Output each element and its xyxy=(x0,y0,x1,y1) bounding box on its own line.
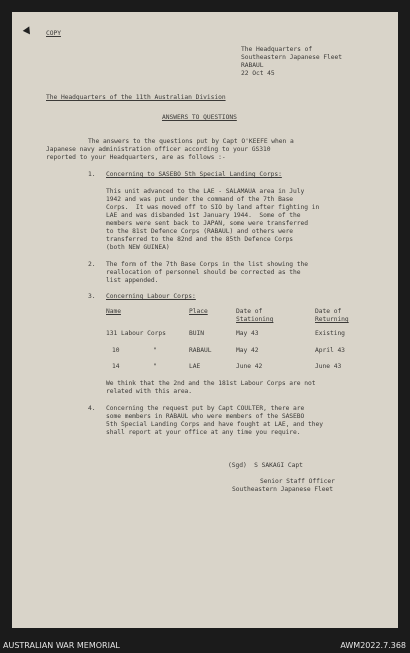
item-3-note: related with this area. xyxy=(106,388,193,395)
cell-name: 131 Labour Corps xyxy=(106,330,166,337)
intro-line: reported to your Headquarters, are as follows :- xyxy=(46,154,226,161)
item-1-line: to the 81st Defence Corps (RABAUL) and others were xyxy=(106,228,294,235)
item-2-number: 2. xyxy=(88,261,96,268)
cell-name: 14 xyxy=(112,363,120,370)
item-4-line: 5th Special Landing Corps and have fought at LAE, and they xyxy=(106,421,323,428)
item-3-heading: Concerning Labour Corps: xyxy=(106,293,196,300)
cell-stationing: June 42 xyxy=(236,363,263,370)
item-4-line: some members in RABAUL who were members of the SASEBO xyxy=(106,413,305,420)
item-1-heading: Concerning to SASEBO 5th Special Landing Corps: xyxy=(106,171,282,178)
intro-line: The answers to the questions put by Capt O'KEEFE when a xyxy=(88,138,294,145)
cell-returning: June 43 xyxy=(315,363,342,370)
cell-place: LAE xyxy=(189,363,201,370)
item-2-line: list appended. xyxy=(106,277,159,284)
cell-stationing: May 43 xyxy=(236,330,259,337)
signature-title: Senior Staff Officer xyxy=(260,478,335,485)
col-header-stationing: Stationing xyxy=(236,316,274,323)
copy-label: COPY xyxy=(46,30,61,37)
cell-ditto: " xyxy=(153,363,157,370)
cell-stationing: May 42 xyxy=(236,347,259,354)
footer-accession-number: AWM2022.7.368 xyxy=(340,641,406,650)
col-header-place: Place xyxy=(189,308,208,315)
cell-place: BUIN xyxy=(189,330,204,337)
item-1-line: members were sent back to JAPAN, some were transferred xyxy=(106,220,309,227)
col-header-name: Name xyxy=(106,308,121,315)
from-place: RABAUL xyxy=(241,62,264,69)
item-1-line: LAE and was disbanded 1st January 1944. Some of the xyxy=(106,212,301,219)
item-1-number: 1. xyxy=(88,171,96,178)
footer-source: AUSTRALIAN WAR MEMORIAL xyxy=(3,641,120,650)
item-1-line: This unit advanced to the LAE - SALAMAUA area in July xyxy=(106,188,305,195)
signature-line: (Sgd) S SAKAGI Capt xyxy=(228,462,303,469)
col-header-returning: Returning xyxy=(315,316,349,323)
cell-returning: Existing xyxy=(315,330,345,337)
item-3-note: We think that the 2nd and the 181st Labour Corps are not xyxy=(106,380,316,387)
cell-returning: April 43 xyxy=(315,347,345,354)
addressee: The Headquarters of the 11th Australian Division xyxy=(46,94,226,101)
item-1-line: transferred to the 82nd and the 85th Defence Corps xyxy=(106,236,294,243)
subject-heading: ANSWERS TO QUESTIONS xyxy=(162,114,237,121)
item-1-line: 1942 and was put under the command of the 7th Base xyxy=(106,196,294,203)
signature-org: Southeastern Japanese Fleet xyxy=(232,486,334,493)
col-header-stationing: Date of xyxy=(236,308,263,315)
from-line-2: Southeastern Japanese Fleet xyxy=(241,54,343,61)
document-page xyxy=(12,12,398,628)
cell-name: 10 xyxy=(112,347,120,354)
item-4-number: 4. xyxy=(88,405,96,412)
item-4-line: Concerning the request put by Capt COULTER, there are xyxy=(106,405,305,412)
item-1-line: (both NEW GUINEA) xyxy=(106,244,170,251)
cell-place: RABAUL xyxy=(189,347,212,354)
corner-arrow-mark-icon xyxy=(23,26,34,36)
item-4-line: shall report at your office at any time you require. xyxy=(106,429,301,436)
col-header-returning: Date of xyxy=(315,308,342,315)
from-line-1: The Headquarters of xyxy=(241,46,313,53)
letter-date: 22 Oct 45 xyxy=(241,70,275,77)
item-1-line: Corps. It was moved off to SIO by land after fighting in xyxy=(106,204,320,211)
cell-ditto: " xyxy=(153,347,157,354)
item-2-line: reallocation of personnel should be corrected as the xyxy=(106,269,301,276)
intro-line: Japanese navy administration officer according to your GS310 xyxy=(46,146,271,153)
item-3-number: 3. xyxy=(88,293,96,300)
item-2-line: The form of the 7th Base Corps in the list showing the xyxy=(106,261,309,268)
